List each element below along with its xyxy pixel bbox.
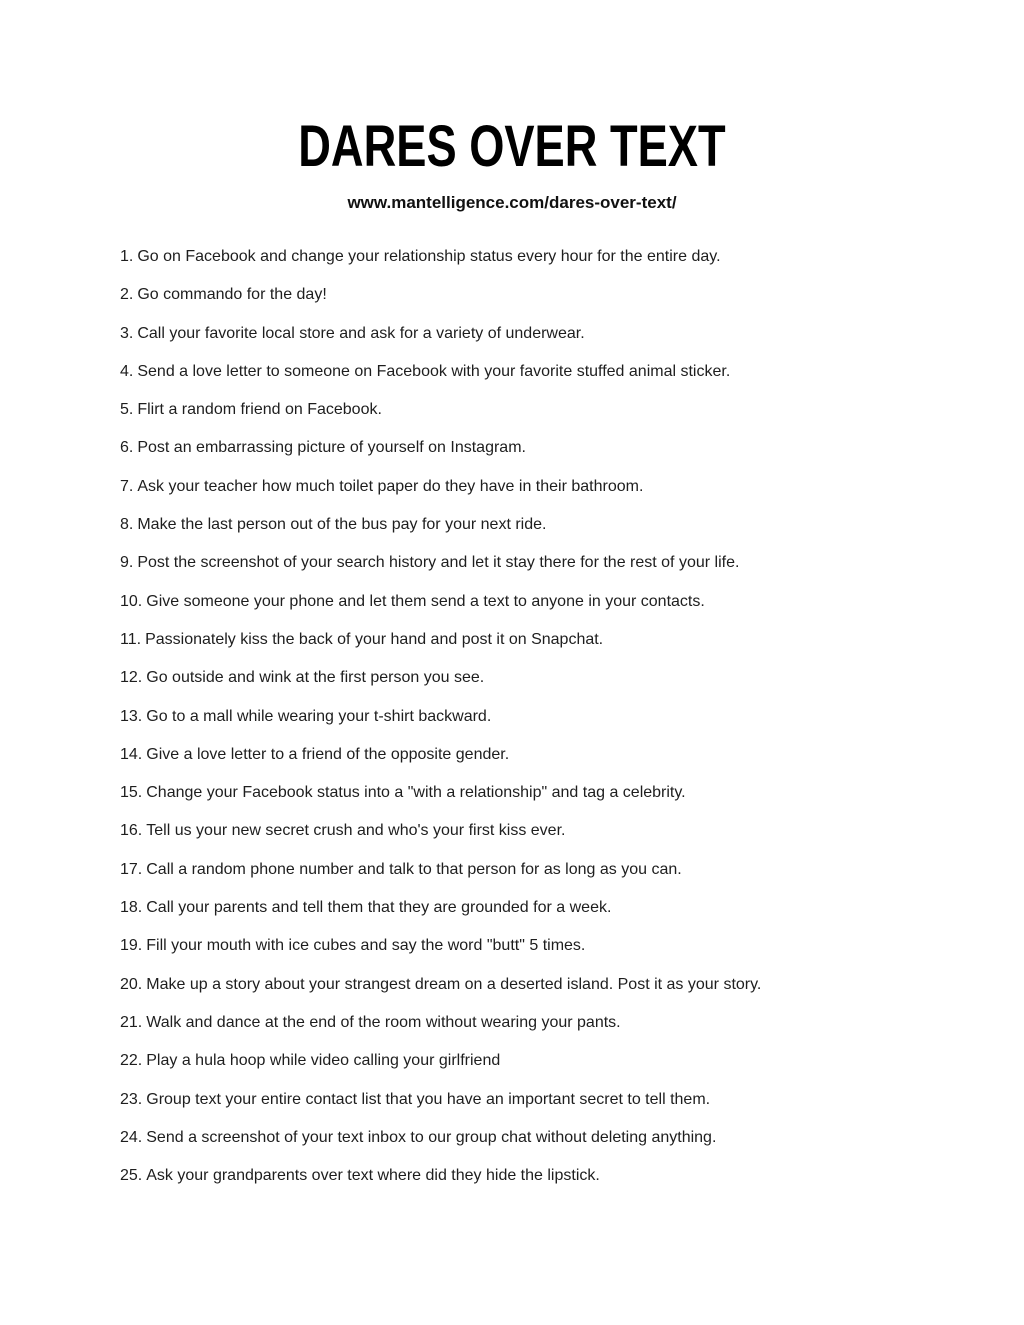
dare-item [120, 938, 914, 955]
dare-number: 15. [120, 784, 143, 802]
dare-text: Group text your entire contact list that you have an important secret to tell them. [146, 1090, 711, 1108]
dare-text: Walk and dance at the end of the room without wearing your pants. [146, 1013, 621, 1031]
dare-number: 2. [120, 286, 134, 304]
dare-number: 13. [120, 707, 143, 725]
dare-item [120, 517, 914, 534]
dare-number: 11. [120, 630, 142, 648]
dare-item [120, 670, 914, 687]
dare-number: 24. [120, 1128, 143, 1146]
dare-text: Ask your grandparents over text where did they hide the lipstick. [146, 1167, 600, 1185]
dare-item [120, 1015, 914, 1032]
dare-number: 3. [120, 324, 134, 342]
dare-text: Tell us your new secret crush and who's your first kiss ever. [146, 822, 566, 840]
dare-number: 19. [120, 937, 143, 955]
dare-item [120, 1053, 914, 1070]
dare-item [120, 1130, 914, 1147]
dare-text: Make the last person out of the bus pay for your next ride. [137, 516, 547, 534]
dare-item [120, 287, 914, 304]
dare-text: Passionately kiss the back of your hand and post it on Snapchat. [145, 630, 604, 648]
dare-text: Send a screenshot of your text inbox to our group chat without deleting anything. [146, 1128, 717, 1146]
dare-text: Fill your mouth with ice cubes and say the word "butt" 5 times. [146, 937, 586, 955]
dare-item [120, 785, 914, 802]
dare-item [120, 862, 914, 879]
page-title: DARES OVER TEXT [298, 114, 726, 179]
dare-text: Post the screenshot of your search history and let it stay there for the rest of your life. [137, 554, 740, 572]
site-url: www.mantelligence.com/dares-over-text/ [347, 193, 677, 212]
dare-text: Call your parents and tell them that they are grounded for a week. [146, 899, 612, 917]
dare-item [120, 555, 914, 572]
dare-item [120, 249, 914, 266]
dare-item [120, 747, 914, 764]
dare-item [120, 364, 914, 381]
document-header [0, 116, 1024, 214]
dare-text: Go commando for the day! [137, 286, 327, 304]
dare-text: Ask your teacher how much toilet paper do they have in their bathroom. [137, 477, 644, 495]
dare-number: 1. [120, 248, 134, 265]
dare-number: 9. [120, 554, 134, 572]
dare-number: 5. [120, 401, 134, 419]
dare-text: Call your favorite local store and ask for a variety of underwear. [137, 324, 585, 342]
dare-item [120, 1092, 914, 1109]
dare-number: 6. [120, 439, 134, 457]
dare-text: Post an embarrassing picture of yourself on Instagram. [137, 439, 526, 457]
dare-number: 20. [120, 975, 143, 993]
dare-number: 7. [120, 477, 134, 495]
dare-item [120, 326, 914, 343]
dare-number: 23. [120, 1090, 143, 1108]
dare-number: 16. [120, 822, 143, 840]
dare-item [120, 402, 914, 419]
dare-item [120, 479, 914, 496]
dare-item [120, 900, 914, 917]
dares-list [0, 249, 1024, 1185]
dare-text: Give a love letter to a friend of the opposite gender. [146, 745, 510, 763]
dare-number: 18. [120, 899, 143, 917]
dare-number: 21. [120, 1013, 143, 1031]
dare-text: Go to a mall while wearing your t-shirt backward. [146, 707, 492, 725]
dare-number: 25. [120, 1167, 143, 1185]
dare-number: 17. [120, 860, 143, 878]
dare-item [120, 632, 914, 649]
dare-number: 8. [120, 516, 134, 534]
dare-number: 4. [120, 362, 134, 380]
dare-text: Go outside and wink at the first person you see. [146, 669, 485, 687]
dare-item [120, 1168, 914, 1185]
dare-item [120, 440, 914, 457]
dare-text: Go on Facebook and change your relationship status every hour for the entire day. [137, 248, 721, 265]
dare-number: 22. [120, 1052, 143, 1070]
dare-number: 10. [120, 592, 143, 610]
dare-number: 12. [120, 669, 143, 687]
dare-text: Call a random phone number and talk to that person for as long as you can. [146, 860, 682, 878]
dare-text: Make up a story about your strangest dream on a deserted island. Post it as your story. [146, 975, 762, 993]
dare-item [120, 709, 914, 726]
dare-text: Send a love letter to someone on Facebook with your favorite stuffed animal sticker. [137, 362, 731, 380]
dare-text: Flirt a random friend on Facebook. [137, 401, 382, 419]
dare-text: Play a hula hoop while video calling your girlfriend [146, 1052, 501, 1070]
dare-text: Give someone your phone and let them send a text to anyone in your contacts. [146, 592, 705, 610]
dare-item [120, 823, 914, 840]
dare-item [120, 594, 914, 611]
dare-item [120, 977, 914, 994]
dare-number: 14. [120, 745, 143, 763]
dare-text: Change your Facebook status into a "with a relationship" and tag a celebrity. [146, 784, 686, 802]
